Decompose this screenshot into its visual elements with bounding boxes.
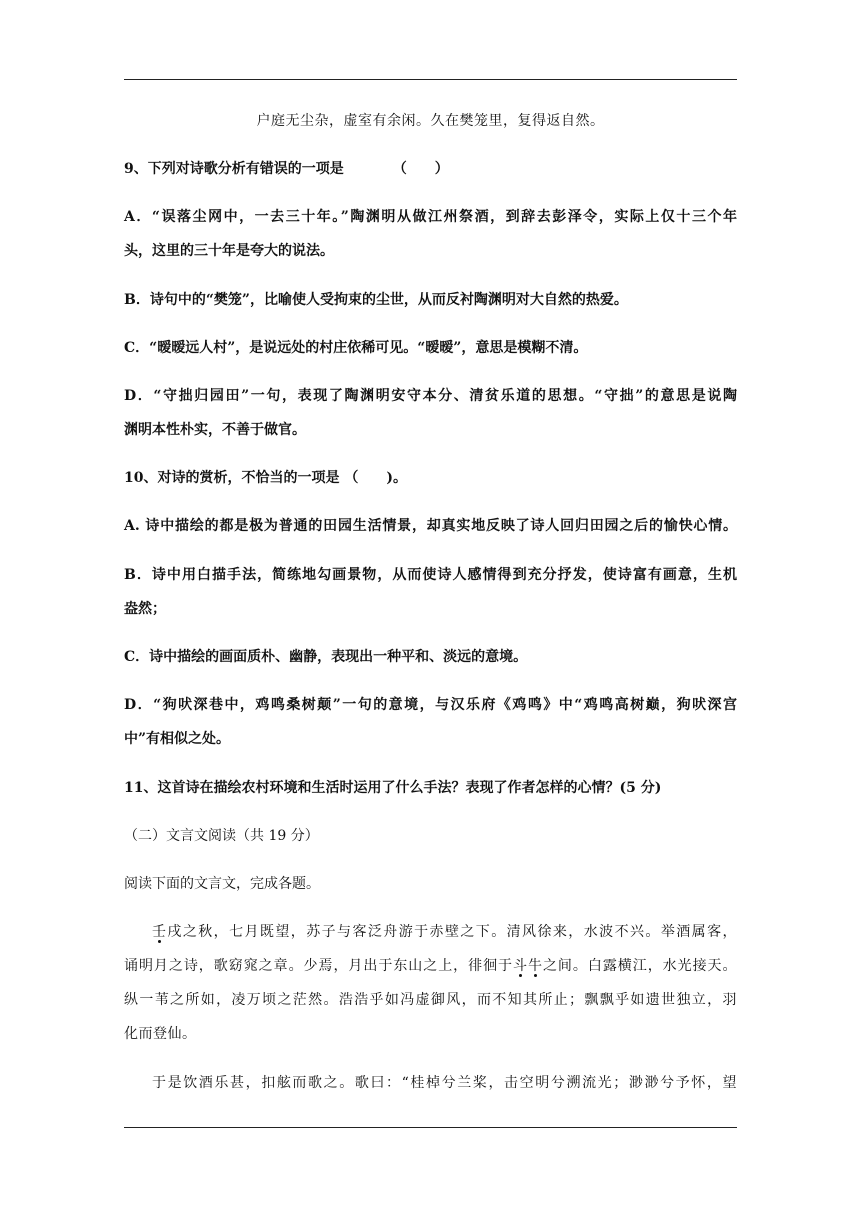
question-9-option-c: C．“暧暧远人村”，是说远处的村庄依稀可见。“暧暧”，意思是模糊不清。 bbox=[124, 340, 588, 356]
passage-p1-line1-text: 戌之秋，七月既望，苏子与客泛舟游于赤壁之下。清风徐来，水波不兴。举酒属客， bbox=[167, 924, 738, 940]
section-2-heading: （二）文言文阅读（共 19 分） bbox=[124, 828, 319, 844]
question-9-stem: 9、下列对诗歌分析有错误的一项是 （ ） bbox=[124, 161, 449, 177]
question-9-option-a-line1: A．“误落尘网中，一去三十年。”陶渊明从做江州祭酒，到辞去彭泽令，实际上仅十三个年 bbox=[124, 209, 737, 225]
emphasis-char-niu: 牛 bbox=[528, 958, 543, 974]
footer-rule bbox=[124, 1127, 737, 1128]
question-9-option-d-line1: D．“守拙归园田”一句，表现了陶渊明安守本分、清贫乐道的思想。“守拙”的意思是说陶 bbox=[124, 388, 737, 404]
question-10-option-b-line2: 盎然； bbox=[124, 601, 166, 617]
passage-p1-line2 bbox=[124, 956, 737, 976]
passage-p1-line2-text-b: 之间。白露横江，水光接天。 bbox=[542, 958, 738, 974]
emphasis-char-ren: 壬 bbox=[152, 924, 168, 940]
question-10-option-a: A. 诗中描绘的都是极为普通的田园生活情景，却真实地反映了诗人回归田园之后的愉快心情。 bbox=[124, 518, 737, 534]
passage-p1-line4: 化而登仙。 bbox=[124, 1026, 197, 1042]
passage-p2-line1: 于是饮酒乐甚，扣舷而歌之。歌曰：“桂棹兮兰桨，击空明兮溯流光；渺渺兮予怀，望 bbox=[152, 1075, 737, 1091]
question-9-option-a-line2: 头，这里的三十年是夸大的说法。 bbox=[124, 243, 334, 259]
question-9-option-d-line2: 渊明本性朴实，不善于做官。 bbox=[124, 422, 306, 438]
header-rule bbox=[124, 79, 737, 80]
question-11-stem: 11、这首诗在描绘农村环境和生活时运用了什么手法？表现了作者怎样的心情？(5 分) bbox=[124, 780, 662, 796]
emphasis-char-dou: 斗 bbox=[513, 958, 528, 974]
question-10-option-b-line1: B．诗中用白描手法，简练地勾画景物，从而使诗人感情得到充分抒发，使诗富有画意，生机 bbox=[124, 567, 737, 583]
question-10-option-d-line2: 中”有相似之处。 bbox=[124, 731, 231, 747]
passage-p1-line1 bbox=[152, 922, 737, 942]
section-2-instruction: 阅读下面的文言文，完成各题。 bbox=[124, 876, 320, 892]
question-10-stem: 10、对诗的赏析，不恰当的一项是 （ )。 bbox=[124, 470, 407, 486]
passage-p1-line3: 纵一苇之所如，凌万顷之茫然。浩浩乎如冯虚御风，而不知其所止；飘飘乎如遗世独立，羽 bbox=[124, 992, 737, 1008]
question-10-option-c: C．诗中描绘的画面质朴、幽静，表现出一种平和、淡远的意境。 bbox=[124, 649, 528, 665]
poem-tail-line: 户庭无尘杂，虚室有余闲。久在樊笼里，复得返自然。 bbox=[256, 113, 605, 129]
question-10-option-d-line1: D．“狗吠深巷中，鸡鸣桑树颠”一句的意境，与汉乐府《鸡鸣》中“鸡鸣高树巅，狗吠深宫 bbox=[124, 697, 737, 713]
passage-p1-line2-text-a: 诵明月之诗，歌窈窕之章。少焉，月出于东山之上，徘徊于 bbox=[124, 958, 514, 974]
question-9-option-b: B．诗句中的“樊笼”，比喻使人受拘束的尘世，从而反衬陶渊明对大自然的热爱。 bbox=[124, 292, 628, 308]
